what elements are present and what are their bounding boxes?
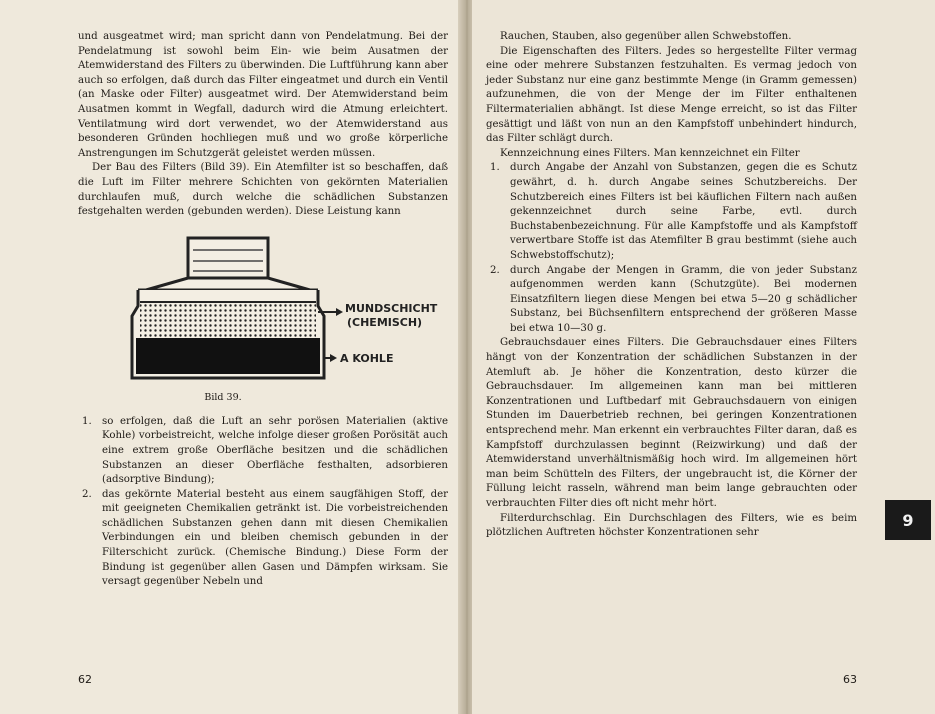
right-paragraph-eigenschaften: Die Eigenschaften des Filters. Jedes so hergestellte Filter vermag eine oder mehrere Substanzen festzuhalten. Es vermag jedoch von jeder Substanz nur eine ganz bestimmte Menge (in Gramm gemessen) aufzunehmen, die von der Menge der im Filter enthaltenen Filtermaterialien abhängt. Ist diese Menge erreicht, so ist das Filter gesättigt und läßt von nun an den Kampfstoff unbehindert hindurch, das Filter schlägt durch. bbox=[486, 45, 857, 145]
list-item: 1. durch Angabe der Anzahl von Substanzen, gegen die es Schutz gewährt, d. h. durch Angabe seines Schutzbereichs. Der Schutzbereich eines Filters ist bei käuflichen Filtern nach außen gekennzeichnet durch seine Farbe, evtl. durch Buchstabenbezeichnung. Für alle Kampfstoffe und als Kampfstoff verwertbare Stoffe ist das Atemfilter B grau bestimmt (siehe auch Schwebstoffschutz); bbox=[490, 162, 857, 261]
right-paragraph-durchschlag: Filterdurchschlag. Ein Durchschlagen des Filters, wie es beim plötzlichen Auftreten höchster Konzentrationen sehr bbox=[486, 512, 857, 539]
right-continuation: Rauchen, Stauben, also gegenüber allen Schwebstoffen. bbox=[500, 31, 792, 42]
filter-nozzle bbox=[188, 238, 268, 278]
right-marking-list bbox=[486, 161, 857, 336]
label-a-kohle: A KOHLE bbox=[340, 351, 394, 365]
page-number-left: 62 bbox=[78, 673, 92, 686]
right-page bbox=[472, 0, 935, 714]
right-paragraph-gebrauchsdauer: Gebrauchsdauer eines Filters. Die Gebrauchsdauer eines Filters hängt von der Konzentration der schädlichen Substanzen in der Atemluft ab. Je höher die Konzentration, desto kürzer die Gebrauchsdauer. Im allgemeinen kann man bei mittleren Konzentrationen und Luftbedarf mit Gebrauchsdauern von einigen Stunden im Dauerbetrieb rechnen, bei geringen Konzentrationen entsprechend mehr. Man erkennt ein verbrauchtes Filter daran, daß es Kampfstoff durchzulassen beginnt (Reizwirkung) und daß der Atemwiderstand unverhältnismäßig hoch wird. Im allgemeinen hört man beim Schütteln des Filters, der ungebraucht ist, die Körner der Füllung leicht rasseln, während man beim lange gebrauchten oder verbrauchten Filter dies oft nicht mehr hört. bbox=[486, 337, 857, 509]
list-item: 2. das gekörnte Material besteht aus einem saugfähigen Stoff, der mit geeigneten Chemikalien getränkt ist. Die vorbeistreichenden schädlichen Substanzen gehen dann mit diesen Chemikalien Verbindungen ein und bleiben chemisch gebunden in der Filterschicht zurück. (Chemische Bindung.) Diese Form der Bindung ist gegenüber allen Gasen und Dämpfen wirksam. Sie versagt gegenüber Nebeln und bbox=[82, 488, 448, 588]
list-item: 2. durch Angabe der Mengen in Gramm, die von jeder Substanz aufgenommen werden kann (Schutzgüte). Bei modernen Einsatzfiltern liegen diese Mengen bei etwa 5—20 g schädlicher Substanz, bei Büchsenfiltern entsprechend der größeren Masse bei etwa 10—30 g. bbox=[490, 264, 857, 334]
chapter-tab: 9 bbox=[885, 500, 931, 540]
filter-diagram bbox=[98, 228, 438, 388]
label-mundschicht: MUNDSCHICHT bbox=[345, 301, 438, 315]
left-paragraph-bau: Der Bau des Filters (Bild 39). Ein Atemfilter ist so beschaffen, daß die Luft im Filter mehrere Schichten von gekörnten Materialien durchlaufen muß, durch welche die schädlichen Substanzen festgehalten werden (gebunden werden). Diese Leistung kann bbox=[78, 162, 448, 218]
label-chemisch: (CHEMISCH) bbox=[347, 315, 423, 329]
right-paragraph-kennzeichnung: Kennzeichnung eines Filters. Man kennzeichnet ein Filter bbox=[500, 147, 800, 159]
left-page bbox=[0, 0, 462, 714]
page-number-right: 63 bbox=[843, 673, 857, 686]
filter-cross-section-drawing bbox=[98, 228, 438, 388]
left-binding-list bbox=[78, 415, 448, 590]
figure-caption: Bild 39. bbox=[204, 391, 242, 403]
chemical-layer bbox=[140, 302, 316, 338]
carbon-layer bbox=[136, 338, 320, 374]
left-paragraph-pendelatmung: und ausgeatmet wird; man spricht dann von Pendelatmung. Bei der Pendelatmung ist sowohl beim Ein- wie beim Ausatmen der Atemwiderstand des Filters zu überwinden. Die Luftführung kann aber auch so erfolgen, daß durch das Filter eingeatmet und durch ein Ventil (an Maske oder Filter) ausgeatmet wird. Der Atemwiderstand beim Ausatmen kommt in Wegfall, dadurch wird die Atmung erleichtert. Ventilatmung wird dort verwendet, wo der Atemwiderstand aus besonderen Gründen hochliegen muß und wo große körperliche Anstrengungen im Schutzgerät geleistet werden müssen. bbox=[78, 31, 448, 159]
list-item: 1. so erfolgen, daß die Luft an sehr porösen Materialien (aktive Kohle) vorbeistreicht, welche infolge dieser großen Porösität auch eine extrem große Oberfläche besitzen und die schädlichen Substanzen an dieser Oberfläche festhalten, adsorbieren (adsorptive Bindung); bbox=[82, 415, 448, 486]
